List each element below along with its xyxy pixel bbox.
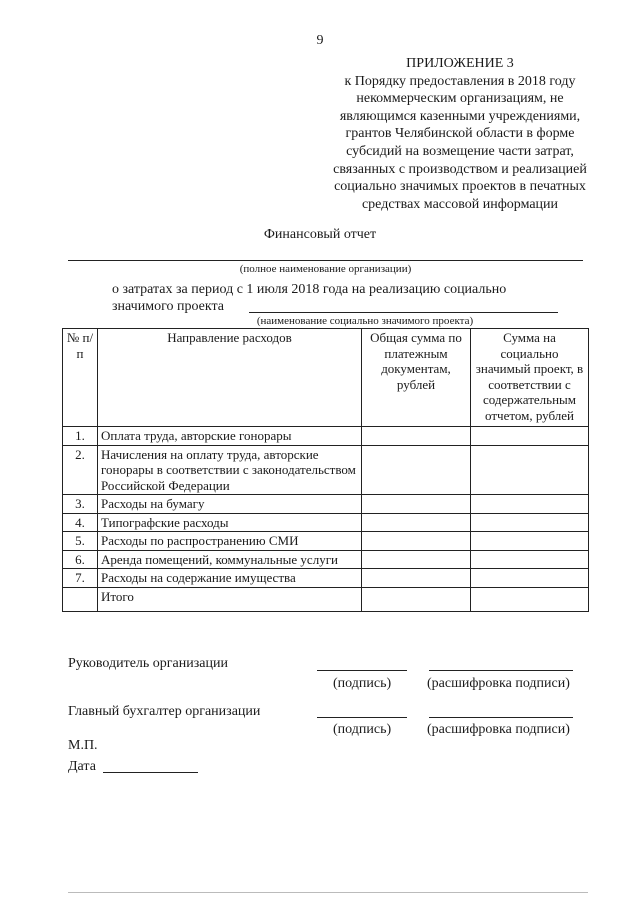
appendix-line: субсидий на возмещение части затрат,	[346, 143, 574, 159]
row-project-cell[interactable]	[471, 445, 589, 495]
table-row	[63, 550, 589, 569]
row-name: Расходы по распространению СМИ	[98, 532, 362, 551]
accountant-signature-line[interactable]	[317, 717, 407, 718]
row-total-cell[interactable]	[362, 532, 471, 551]
row-name: Аренда помещений, коммунальные услуги	[98, 550, 362, 569]
row-total-cell[interactable]	[362, 445, 471, 495]
seal-label: М.П.	[68, 738, 98, 753]
row-total-cell[interactable]	[362, 495, 471, 514]
report-title: Финансовый отчет	[263, 227, 377, 242]
appendix-line: средствах массовой информации	[361, 196, 559, 212]
appendix-line: являющимся казенными учреждениями,	[339, 108, 581, 124]
row-project-cell[interactable]	[471, 550, 589, 569]
row-num: 4.	[63, 513, 98, 532]
row-num: 2.	[63, 445, 98, 495]
total-sum-cell[interactable]	[362, 587, 471, 611]
table-row	[63, 569, 589, 588]
page-number: 9	[316, 33, 324, 48]
accountant-decoding-line[interactable]	[429, 717, 573, 718]
head-decoding-caption: (расшифровка подписи)	[427, 676, 570, 691]
org-name-caption: (полное наименование организации)	[239, 263, 412, 275]
appendix-line: некоммерческим организациям, не	[356, 91, 564, 107]
table-row	[63, 427, 589, 446]
header-total: Общая сумма по платежным документам, рублей	[362, 329, 471, 427]
row-name: Оплата труда, авторские гонорары	[98, 427, 362, 446]
row-total-cell[interactable]	[362, 513, 471, 532]
row-num: 7.	[63, 569, 98, 588]
row-num: 5.	[63, 532, 98, 551]
row-total-cell[interactable]	[362, 569, 471, 588]
row-num: 3.	[63, 495, 98, 514]
table-row	[63, 445, 589, 495]
date-label: Дата	[68, 759, 96, 774]
table-row	[63, 532, 589, 551]
header-direction: Направление расходов	[98, 329, 362, 427]
table-row	[63, 513, 589, 532]
total-label: Итого	[98, 587, 362, 611]
table-header-row	[63, 329, 589, 427]
row-name: Расходы на бумагу	[98, 495, 362, 514]
header-project: Сумма на социально значимый проект, в соответствии с содержательным отчетом, рублей	[471, 329, 589, 427]
appendix-header	[300, 55, 620, 213]
head-label: Руководитель организации	[68, 656, 228, 671]
date-blank[interactable]	[103, 772, 198, 773]
appendix-line: грантов Челябинской области в форме	[345, 126, 575, 142]
table-total-row	[63, 587, 589, 611]
row-num: 1.	[63, 427, 98, 446]
project-name-caption: (наименование социально значимого проекта)	[256, 315, 474, 327]
appendix-line: социально значимых проектов в печатных	[334, 179, 586, 195]
accountant-signature-caption: (подпись)	[333, 722, 392, 737]
row-name: Начисления на оплату труда, авторские гонорары в соответствии с законодательством Российской Федерации	[98, 445, 362, 495]
table-row	[63, 495, 589, 514]
appendix-title: ПРИЛОЖЕНИЕ 3	[406, 56, 514, 71]
row-project-cell[interactable]	[471, 495, 589, 514]
total-num-cell	[63, 587, 98, 611]
row-project-cell[interactable]	[471, 427, 589, 446]
page-bottom-divider	[68, 892, 588, 893]
project-name-blank[interactable]	[249, 312, 558, 313]
total-project-cell[interactable]	[471, 587, 589, 611]
expenses-table	[62, 328, 589, 612]
row-name: Расходы на содержание имущества	[98, 569, 362, 588]
appendix-line: связанных с производством и реализацией	[333, 161, 587, 177]
accountant-label: Главный бухгалтер организации	[68, 704, 261, 719]
row-project-cell[interactable]	[471, 513, 589, 532]
row-name: Типографские расходы	[98, 513, 362, 532]
row-total-cell[interactable]	[362, 427, 471, 446]
header-num: № п/п	[63, 329, 98, 427]
row-total-cell[interactable]	[362, 550, 471, 569]
accountant-decoding-caption: (расшифровка подписи)	[427, 722, 570, 737]
head-signature-line[interactable]	[317, 670, 407, 671]
head-signature-caption: (подпись)	[333, 676, 392, 691]
row-num: 6.	[63, 550, 98, 569]
period-line-1: о затратах за период с 1 июля 2018 года на реализацию социально	[112, 282, 507, 297]
head-decoding-line[interactable]	[429, 670, 573, 671]
row-project-cell[interactable]	[471, 569, 589, 588]
org-name-blank[interactable]	[68, 260, 583, 261]
period-text	[112, 281, 506, 315]
row-project-cell[interactable]	[471, 532, 589, 551]
period-line-2: значимого проекта	[112, 299, 224, 314]
appendix-line: к Порядку предоставления в 2018 году	[344, 73, 576, 89]
